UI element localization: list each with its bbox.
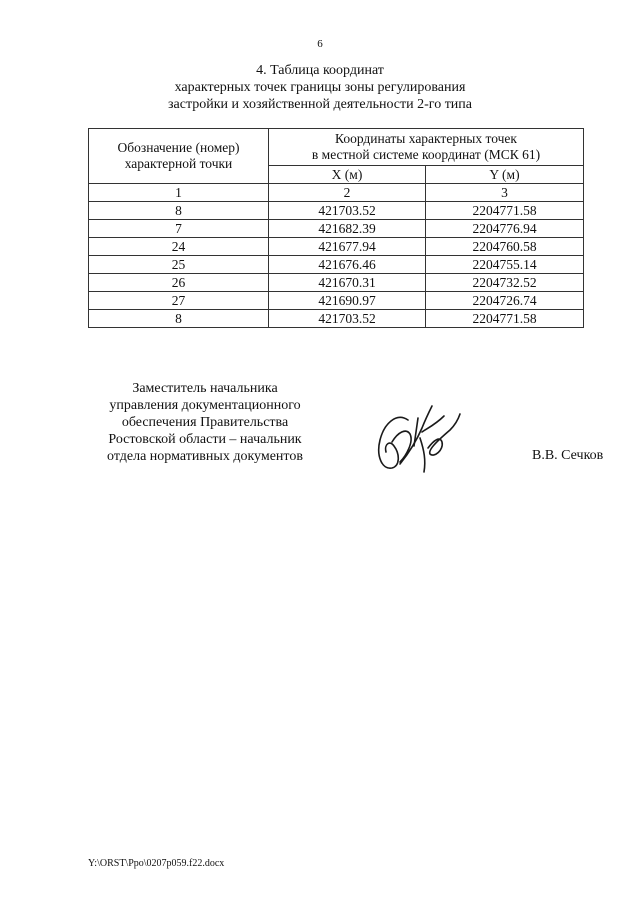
y-cell: 2204732.52	[426, 274, 584, 292]
position-line: Заместитель начальника	[132, 381, 278, 396]
point-cell: 25	[89, 256, 269, 274]
title-line-1: 4. Таблица координат	[256, 63, 384, 78]
numbering-cell: 3	[426, 184, 584, 202]
table-row	[89, 238, 584, 256]
header-point-cell	[89, 129, 269, 184]
title-line-2: характерных точек границы зоны регулирования	[174, 80, 466, 95]
numbering-cell: 1	[89, 184, 269, 202]
x-cell: 421677.94	[269, 238, 426, 256]
header-x: X (м)	[269, 166, 426, 184]
y-cell: 2204726.74	[426, 292, 584, 310]
point-cell: 24	[89, 238, 269, 256]
point-cell: 26	[89, 274, 269, 292]
x-cell: 421703.52	[269, 310, 426, 328]
handwritten-signature	[370, 398, 462, 478]
point-cell: 7	[89, 220, 269, 238]
point-cell: 8	[89, 202, 269, 220]
x-cell: 421703.52	[269, 202, 426, 220]
table-row	[89, 310, 584, 328]
table-row	[89, 274, 584, 292]
header-coords-line-1: Координаты характерных точек	[335, 131, 517, 146]
position-line: управления документационного	[109, 398, 301, 413]
position-line: обеспечения Правительства	[121, 415, 289, 430]
signatory-position	[85, 380, 325, 465]
y-cell: 2204776.94	[426, 220, 584, 238]
y-cell: 2204760.58	[426, 238, 584, 256]
table-row	[89, 256, 584, 274]
point-cell: 27	[89, 292, 269, 310]
header-coords-cell	[269, 129, 584, 166]
header-point-line-1: Обозначение (номер)	[117, 140, 240, 155]
point-cell: 8	[89, 310, 269, 328]
header-coords-line-2: в местной системе координат (МСК 61)	[311, 147, 541, 162]
x-cell: 421682.39	[269, 220, 426, 238]
table-title	[0, 62, 640, 113]
header-point-line-2: характерной точки	[124, 156, 233, 171]
coordinates-table	[88, 128, 584, 328]
table-row	[89, 220, 584, 238]
x-cell: 421690.97	[269, 292, 426, 310]
position-line: отдела нормативных документов	[107, 449, 303, 464]
page-number: 6	[317, 38, 323, 50]
x-cell: 421676.46	[269, 256, 426, 274]
header-y: Y (м)	[426, 166, 584, 184]
file-path: Y:\ORST\Ppo\0207p059.f22.docx	[88, 858, 225, 869]
y-cell: 2204771.58	[426, 310, 584, 328]
y-cell: 2204755.14	[426, 256, 584, 274]
table-row	[89, 202, 584, 220]
numbering-cell: 2	[269, 184, 426, 202]
position-line: Ростовской области – начальник	[108, 432, 302, 447]
signer-name: В.В. Сечков	[532, 448, 604, 463]
title-line-3: застройки и хозяйственной деятельности 2-го типа	[167, 97, 473, 112]
y-cell: 2204771.58	[426, 202, 584, 220]
table-row	[89, 292, 584, 310]
x-cell: 421670.31	[269, 274, 426, 292]
numbering-row	[89, 184, 584, 202]
